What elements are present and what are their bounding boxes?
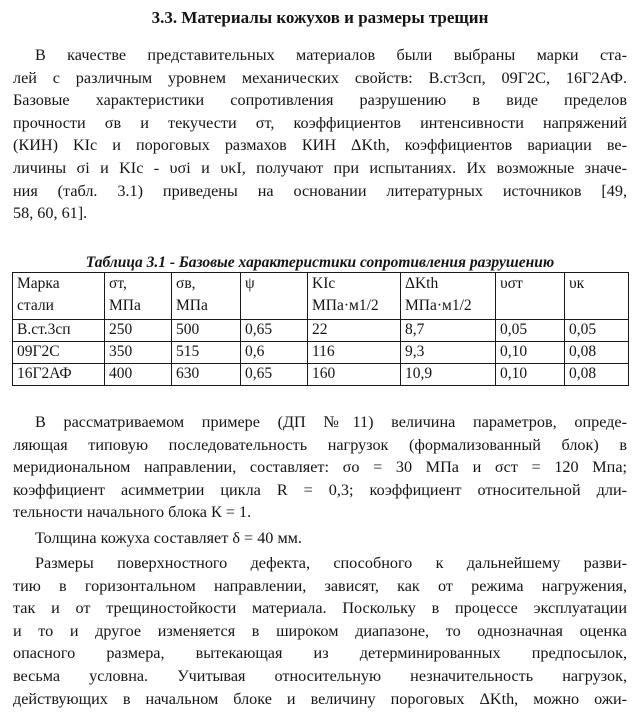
header-cell: υк xyxy=(565,273,629,320)
table-cell: 0,6 xyxy=(241,342,308,364)
header-cell: ΔKth МПа·м1/2 xyxy=(401,273,496,320)
header-cell: Марка стали xyxy=(13,273,105,320)
paragraph-example xyxy=(13,411,627,524)
properties-table xyxy=(12,272,629,386)
text-line: тельности начального блока К = 1. xyxy=(13,503,252,522)
text-line: личины σi и KIc - υσi и υκI, получают при испытаниях. Их возможные значе- xyxy=(13,158,627,177)
table-cell: 9,3 xyxy=(401,342,496,364)
table-cell: 250 xyxy=(105,320,172,342)
text-line: так и от трещиностойкости материала. Поскольку в процессе эксплуатации xyxy=(13,599,627,618)
table-cell: 0,65 xyxy=(241,364,308,386)
text-line: весьма условна. Учитывая относительную незначительность нагрузок, xyxy=(13,666,627,685)
text-line: коэффициент асимметрии цикла R = 0,3; коэффициент относительной дли- xyxy=(13,480,627,499)
table-cell: В.ст.3сп xyxy=(13,320,105,342)
text-line: опасного размера, вытекающая из детерминированных предпосылок, xyxy=(13,644,627,663)
paragraph-defect xyxy=(13,552,627,710)
text-line: ния (табл. 3.1) приведены на основании литературных источников [49, xyxy=(13,181,627,200)
text-line: В качестве представительных материалов были выбраны марки ста- xyxy=(35,46,627,64)
text-line: меридиональном направлении, составляет: σо = 30 МПа и σст = 120 Мпа; xyxy=(13,458,627,477)
text-line: тию в горизонтальном направлении, зависят, как от режима нагружения, xyxy=(13,576,627,595)
text-line: лей с различным уровнем механических свойств: В.ст3сп, 09Г2С, 16Г2АФ. xyxy=(13,68,627,87)
paragraph-thickness xyxy=(13,527,627,550)
table-cell: 515 xyxy=(172,342,241,364)
text-line: прочности σв и текучести σт, коэффициентов интенсивности напряжений xyxy=(13,113,627,132)
table-row xyxy=(13,320,629,342)
table-cell: 0,65 xyxy=(241,320,308,342)
text-line: Размеры поверхностного дефекта, способного к дальнейшему разви- xyxy=(35,554,627,572)
text-line: и то и другое изменяется в широком диапазоне, то однозначная оценка xyxy=(13,621,627,640)
table-cell: 160 xyxy=(308,364,401,386)
table-cell: 116 xyxy=(308,342,401,364)
table-cell: 0,05 xyxy=(565,320,629,342)
table-cell: 400 xyxy=(105,364,172,386)
text-line: Толщина кожуха составляет δ = 40 мм. xyxy=(35,529,302,547)
text-line: В рассматриваемом примере (ДП №11) величина параметров, опреде- xyxy=(35,413,627,431)
table-header-row xyxy=(13,273,629,320)
text-line: (КИН) KIc и пороговых размахов КИН ΔKth, коэффициентов вариации ве- xyxy=(13,136,627,155)
text-line: действующих в начальном блоке и величину пороговых ΔKth, можно ожи- xyxy=(13,689,627,708)
table-cell: 09Г2С xyxy=(13,342,105,364)
table-cell: 22 xyxy=(308,320,401,342)
table-cell: 0,08 xyxy=(565,342,629,364)
table-cell: 0,08 xyxy=(565,364,629,386)
header-cell: σт, МПа xyxy=(105,273,172,320)
section-heading: 3.3. Материалы кожухов и размеры трещин xyxy=(151,8,489,27)
table-cell: 0,10 xyxy=(496,342,565,364)
table-cell: 10,9 xyxy=(401,364,496,386)
text-line: Базовые характеристики сопротивления разрушению в виде пределов xyxy=(13,91,627,110)
paragraph-intro xyxy=(13,44,627,225)
header-cell: υσт xyxy=(496,273,565,320)
table-cell: 0,10 xyxy=(496,364,565,386)
table-row xyxy=(13,342,629,364)
table-cell: 0,05 xyxy=(496,320,565,342)
table-caption: Таблица 3.1 - Базовые характеристики сопротивления разрушению xyxy=(85,254,555,271)
text-line: 58, 60, 61]. xyxy=(13,204,88,223)
header-cell: ψ xyxy=(241,273,308,320)
table-cell: 16Г2АФ xyxy=(13,364,105,386)
text-line: ляющая типовую последовательность нагрузок (формализованный блок) в xyxy=(13,435,627,454)
table-cell: 8,7 xyxy=(401,320,496,342)
table-row xyxy=(13,364,629,386)
table-cell: 500 xyxy=(172,320,241,342)
table-cell: 630 xyxy=(172,364,241,386)
header-cell: KIc МПа·м1/2 xyxy=(308,273,401,320)
header-cell: σв, МПа xyxy=(172,273,241,320)
table-cell: 350 xyxy=(105,342,172,364)
